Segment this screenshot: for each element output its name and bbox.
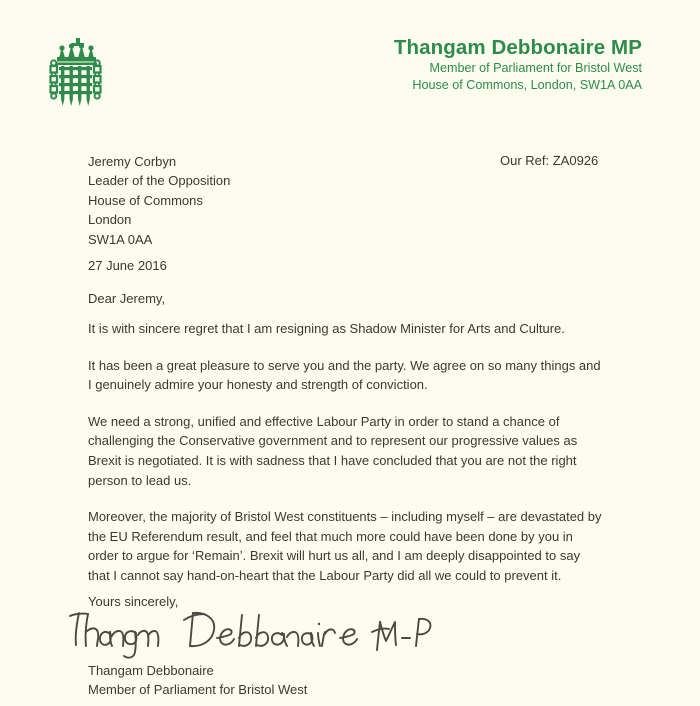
crowned-portcullis-icon bbox=[45, 38, 111, 110]
letter-date: 27 June 2016 bbox=[88, 258, 167, 273]
handwritten-signature bbox=[64, 608, 434, 660]
letter-body bbox=[88, 319, 604, 603]
letterhead-name: Thangam Debbonaire MP bbox=[393, 36, 642, 59]
our-reference: Our Ref: ZA0926 bbox=[500, 153, 599, 168]
signatory-block bbox=[88, 661, 307, 700]
body-paragraph: It has been a great pleasure to serve you and the party. We agree on so many things and I genuinely admire your honesty and strength of conviction. bbox=[88, 357, 601, 393]
recipient-line: Leader of the Opposition bbox=[88, 173, 231, 189]
letterhead-address: House of Commons, London, SW1A 0AA bbox=[412, 77, 642, 92]
recipient-line: SW1A 0AA bbox=[88, 231, 153, 247]
letterhead bbox=[0, 30, 700, 120]
body-paragraph: We need a strong, unified and effective Labour Party in order to stand a chance of challenging the Conservative government and to represent our progressive values as Brexit is negotiated. It is with sadness that I have concluded that you are not the right person to lead us. bbox=[88, 413, 578, 488]
recipient-line: Jeremy Corbyn bbox=[88, 154, 177, 169]
letterhead-role: Member of Parliament for Bristol West bbox=[429, 60, 642, 75]
signatory-name: Thangam Debbonaire bbox=[88, 663, 214, 678]
letterhead-text bbox=[394, 36, 642, 94]
recipient-line: London bbox=[88, 212, 132, 228]
body-paragraph: It is with sincere regret that I am resigning as Shadow Minister for Arts and Culture. bbox=[88, 321, 565, 336]
body-paragraph: Moreover, the majority of Bristol West constituents – including myself – are devastated by the EU Referendum result, and feel that much more could have been done by you in order to argue for ‘Remain’. Brexit will hurt us all, and I am deeply disappointed to say that I cannot say hand-on-heart that the Labour Party did all we could to prevent it. bbox=[88, 509, 602, 583]
signatory-title: Member of Parliament for Bristol West bbox=[88, 682, 308, 698]
salutation: Dear Jeremy, bbox=[88, 291, 166, 306]
recipient-address-block bbox=[88, 152, 230, 249]
recipient-line: House of Commons bbox=[88, 192, 203, 208]
signoff: Yours sincerely, bbox=[88, 594, 179, 609]
